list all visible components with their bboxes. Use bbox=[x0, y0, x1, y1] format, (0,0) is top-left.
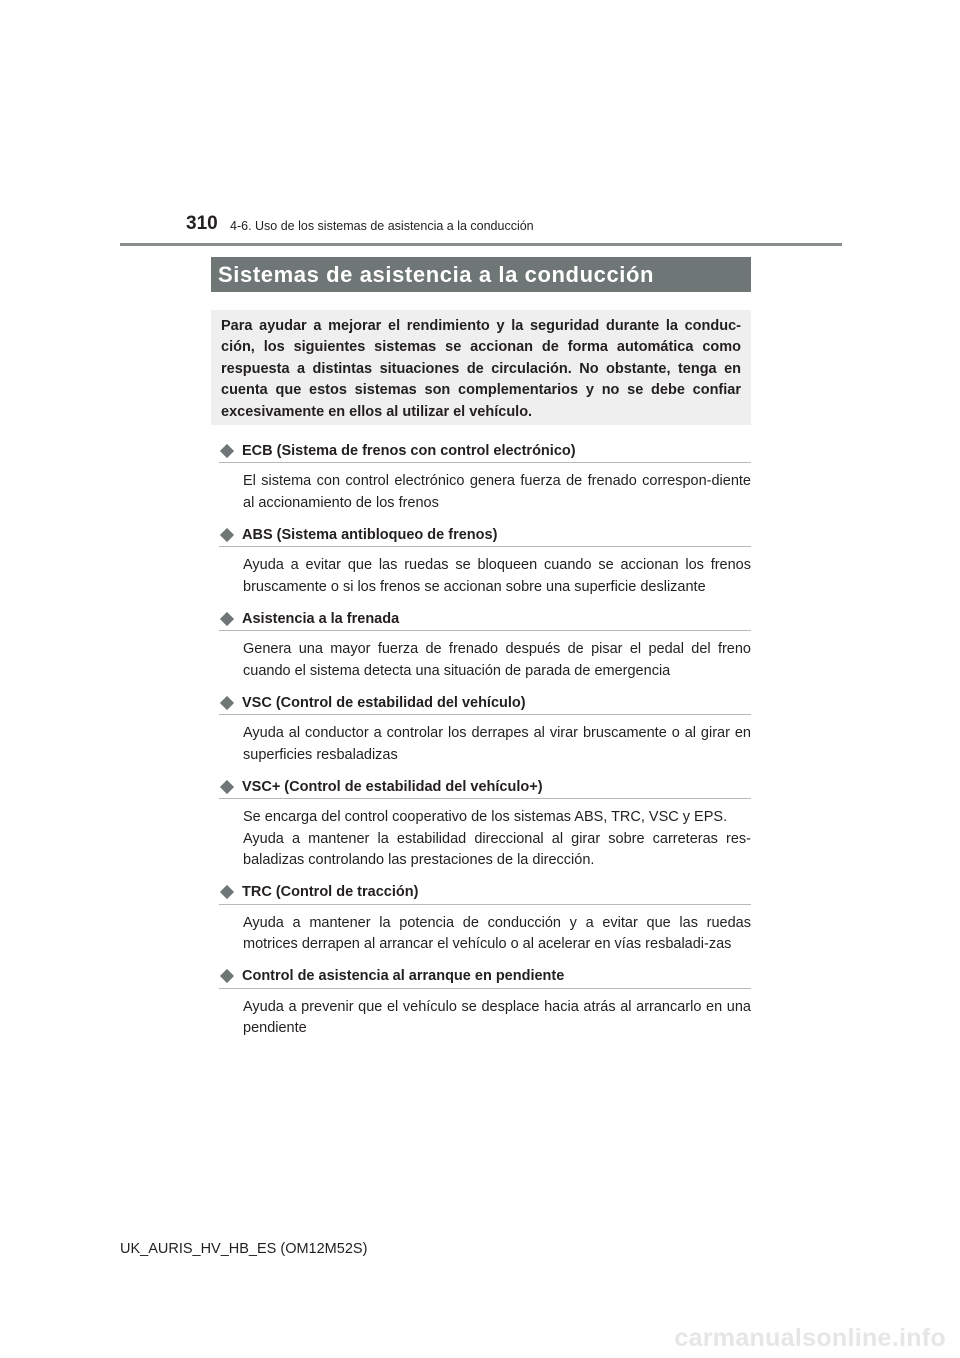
diamond-bullet-icon bbox=[220, 611, 234, 625]
diamond-bullet-icon bbox=[220, 695, 234, 709]
feature-title: Asistencia a la frenada bbox=[242, 610, 400, 627]
footer-manual-code: UK_AURIS_HV_HB_ES (OM12M52S) bbox=[120, 1241, 368, 1257]
diamond-bullet-icon bbox=[220, 885, 234, 899]
feature-description-line: Ayuda a mantener la estabilidad direccional al girar sobre carreteras res-baladizas controlando las prestaciones de la dirección. bbox=[243, 830, 751, 868]
feature-title: TRC (Control de tracción) bbox=[242, 884, 419, 900]
feature-list bbox=[219, 440, 751, 1050]
feature-heading bbox=[219, 966, 751, 989]
feature-title: Control de asistencia al arranque en pendiente bbox=[242, 968, 565, 984]
chapter-heading: 4-6. Uso de los sistemas de asistencia a la conducción bbox=[230, 219, 534, 233]
feature-item bbox=[219, 440, 751, 514]
feature-description: Genera una mayor fuerza de frenado después de pisar el pedal del freno cuando el sistema detecta una situación de parada de emergencia bbox=[243, 641, 751, 679]
feature-item bbox=[219, 966, 751, 1040]
feature-heading bbox=[219, 608, 751, 631]
diamond-bullet-icon bbox=[220, 527, 234, 541]
feature-item bbox=[219, 608, 751, 682]
feature-title: ECB (Sistema de frenos con control electrónico) bbox=[242, 442, 576, 459]
feature-item bbox=[219, 524, 751, 598]
section-title: Sistemas de asistencia a la conducción bbox=[218, 261, 655, 287]
feature-description-line: Se encarga del control cooperativo de los sistemas ABS, TRC, VSC y EPS. bbox=[243, 809, 728, 825]
section-title-bar bbox=[211, 257, 751, 292]
intro-box: Para ayudar a mejorar el rendimiento y la seguridad durante la conduc-ción, los siguientes sistemas se accionan de forma automática como respuesta a distintas situaciones de circulación. No obstante, tenga en cuenta que estos sistemas son complementarios y no se debe confiar excesivamente en ellos al utilizar el vehículo. bbox=[211, 310, 751, 425]
diamond-bullet-icon bbox=[220, 969, 234, 983]
feature-description: Ayuda al conductor a controlar los derrapes al virar bruscamente o al girar en superficies resbaladizas bbox=[243, 725, 751, 763]
header-rule bbox=[120, 243, 842, 246]
feature-heading bbox=[219, 776, 751, 799]
feature-description: Ayuda a mantener la potencia de conducción y a evitar que las ruedas motrices derrapen al arrancar el vehículo o al acelerar en vías resbaladi-zas bbox=[243, 914, 751, 952]
feature-heading bbox=[219, 882, 751, 905]
feature-heading bbox=[219, 692, 751, 715]
watermark: carmanualsonline.info bbox=[674, 1324, 946, 1352]
page-number: 310 bbox=[186, 213, 218, 234]
feature-description: Ayuda a prevenir que el vehículo se desplace hacia atrás al arrancarlo en una pendiente bbox=[243, 998, 751, 1036]
feature-item bbox=[219, 776, 751, 872]
diamond-bullet-icon bbox=[220, 779, 234, 793]
feature-title: ABS (Sistema antibloqueo de frenos) bbox=[242, 526, 498, 543]
feature-description bbox=[243, 807, 751, 872]
feature-description: El sistema con control electrónico genera fuerza de frenado correspon-diente al accionamiento de los frenos bbox=[243, 473, 751, 511]
feature-title: VSC (Control de estabilidad del vehículo) bbox=[242, 694, 526, 711]
feature-description: Ayuda a evitar que las ruedas se bloqueen cuando se accionan los frenos bruscamente o si los frenos se accionan sobre una superficie deslizante bbox=[243, 557, 751, 595]
feature-heading bbox=[219, 440, 751, 463]
feature-item bbox=[219, 882, 751, 956]
feature-title: VSC+ (Control de estabilidad del vehículo+) bbox=[242, 778, 543, 795]
feature-heading bbox=[219, 524, 751, 547]
feature-item bbox=[219, 692, 751, 766]
diamond-bullet-icon bbox=[220, 443, 234, 457]
